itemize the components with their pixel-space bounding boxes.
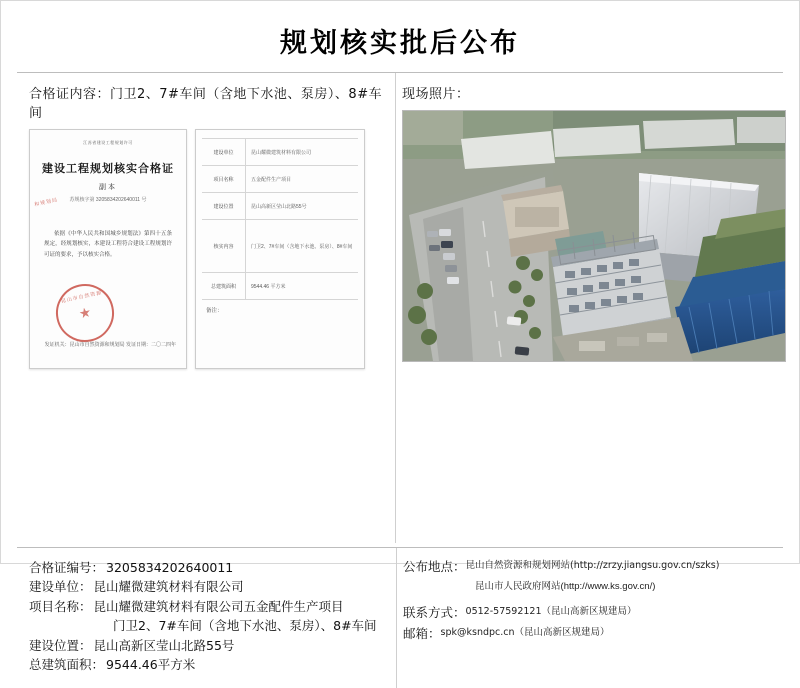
form-value: 五金配件生产项目	[251, 176, 292, 183]
construction-unit-row	[29, 577, 386, 596]
email-value[interactable]: spk@ksndpc.cn（昆山高新区规建局）	[440, 626, 610, 638]
form-row	[202, 138, 358, 166]
site-photo-image	[403, 111, 785, 361]
details-area	[1, 548, 799, 688]
form-footer: 备注：	[206, 308, 223, 314]
total-area-row	[29, 655, 386, 674]
total-area-value: 9544.46平方米	[106, 656, 196, 672]
certificate-title: 建设工程规划核实合格证	[42, 162, 174, 175]
form-value: 9544.46 平方米	[251, 283, 286, 290]
certificate-column	[1, 73, 395, 543]
publish-place-row	[403, 558, 787, 577]
page-title: 规划核实批后公布	[280, 28, 520, 59]
publish-place-value-1[interactable]: 昆山自然资源和规划网站(http://zrzy.jiangsu.gov.cn/szks)	[465, 560, 720, 571]
certificate-scan-form	[195, 129, 365, 369]
construction-unit-value: 昆山耀微建筑材料有限公司	[93, 579, 244, 595]
contact-row	[403, 604, 787, 623]
form-key: 建设单位	[202, 139, 246, 165]
certificate-content-label: 合格证内容：门卫2、7#车间（含地下水池、泵房）、8#车间	[29, 87, 383, 121]
form-value: 门卫2、7#车间（含地下水池、泵房）、8#车间	[251, 243, 353, 250]
email-row	[403, 625, 787, 644]
form-value: 昆山耀微建筑材料有限公司	[251, 149, 312, 156]
construction-unit-label: 建设单位：	[29, 579, 92, 595]
email-label: 邮箱：	[403, 625, 441, 641]
form-key: 建设位置	[202, 193, 246, 219]
contact-label: 联系方式：	[403, 604, 466, 620]
content-area	[1, 73, 799, 543]
certificate-number-label: 合格证编号：	[29, 560, 105, 575]
contact-value: 0512-57592121（昆山高新区规建局）	[465, 605, 637, 617]
site-photo-label: 现场照片：	[402, 87, 470, 102]
project-name-row	[29, 597, 386, 616]
certificate-topline: 江苏省建设工程规划许可	[83, 140, 133, 145]
form-key: 项目名称	[202, 166, 246, 192]
site-photo	[402, 110, 786, 362]
certificate-scans	[29, 129, 383, 379]
total-area-label: 总建筑面积：	[29, 656, 105, 672]
certificate-body-line: 依据《中华人民共和国城乡规划法》第四十五条规定，经规划核实，本建设工程符合建设工程规划许可证的要求，予以核实合格。	[44, 231, 172, 258]
details-left	[1, 548, 396, 688]
publish-place-value-2[interactable]: 昆山市人民政府网站(http://www.ks.gov.cn/)	[475, 580, 656, 592]
construction-location-value: 昆山高新区莹山北路55号	[93, 637, 235, 653]
form-key: 核实内容	[202, 220, 246, 272]
form-row	[202, 273, 358, 300]
seal-bottom-text: 和规划局	[33, 197, 59, 209]
certificate-number-value: 3205834202640011	[106, 560, 234, 575]
certificate-signature: 发证机关：昆山市自然资源和规划局 发证日期：二〇二四年	[44, 342, 176, 348]
certificate-number-row	[29, 558, 386, 577]
project-name-value: 昆山耀微建筑材料有限公司五金配件生产项目	[93, 598, 344, 614]
certificate-scan-main	[29, 129, 187, 369]
form-key: 总建筑面积	[202, 273, 246, 299]
form-row	[202, 193, 358, 220]
details-right	[396, 548, 799, 688]
photo-column	[395, 73, 799, 543]
certificate-number-scan: 苏规核字第 3205834202640011 号	[69, 197, 147, 203]
project-name-value-second-line: 门卫2、7#车间（含地下水池、泵房）、8#车间	[113, 618, 377, 634]
publish-place-label: 公布地点：	[403, 559, 466, 574]
form-row	[202, 220, 358, 273]
project-name-label: 项目名称：	[29, 598, 92, 614]
construction-location-row	[29, 636, 386, 655]
certificate-subtitle: 副本	[99, 184, 117, 191]
construction-location-label: 建设位置：	[29, 637, 92, 653]
seal-top-text: 昆山市自然资源	[60, 290, 103, 305]
form-row	[202, 166, 358, 193]
form-value: 昆山高新区莹山北路55号	[251, 203, 307, 210]
